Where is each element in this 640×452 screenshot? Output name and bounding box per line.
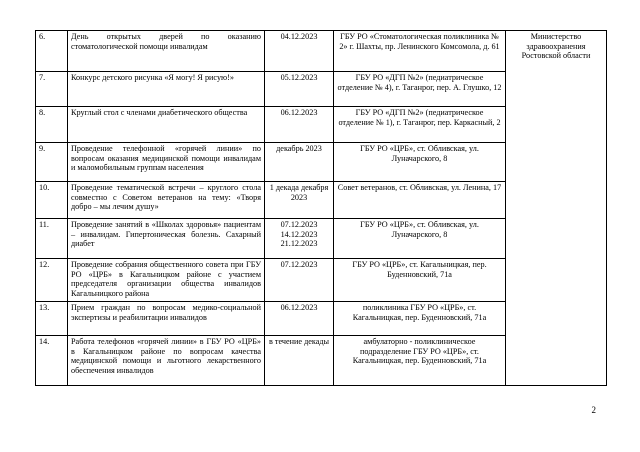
event-date: 05.12.2023 [265, 72, 334, 107]
table-row [36, 31, 607, 72]
event-place: ГБУ РО «ДГП №2» (педиатрическое отделение № 1), г. Таганрог, пер. Каркасный, 2 [334, 107, 506, 143]
organizer-cell: Министерство здравоохранения Ростовской области [506, 31, 607, 386]
event-date: 04.12.2023 [265, 31, 334, 72]
event-date: 06.12.2023 [265, 302, 334, 336]
event-description: Конкурс детского рисунка «Я могу! Я рисую!» [68, 72, 265, 107]
event-place: Совет ветеранов, ст. Обливская, ул. Ленина, 17 [334, 182, 506, 219]
event-place: ГБУ РО «ДГП №2» (педиатрическое отделение № 4), г. Таганрог, пер. А. Глушко, 12 [334, 72, 506, 107]
event-description: Круглый стол с членами диабетического общества [68, 107, 265, 143]
row-number: 9. [36, 143, 68, 182]
row-number: 7. [36, 72, 68, 107]
row-number: 13. [36, 302, 68, 336]
event-place: ГБУ РО «ЦРБ», ст. Кагальницкая, пер. Буденновский, 71а [334, 259, 506, 302]
row-number: 11. [36, 219, 68, 259]
event-date: 07.12.2023 [265, 259, 334, 302]
event-description: Работа телефонов «горячей линии» в ГБУ РО «ЦРБ» в Кагальницком районе по вопросам качества медицинской помощи и льготного лекарственного обеспечения инвалидов [68, 336, 265, 386]
row-number: 14. [36, 336, 68, 386]
event-place: поликлиника ГБУ РО «ЦРБ», ст. Кагальницкая, пер. Буденновский, 71а [334, 302, 506, 336]
event-description: Проведение телефонной «горячей линии» по вопросам оказания медицинской помощи инвалидам и маломобильным группам населения [68, 143, 265, 182]
row-number: 6. [36, 31, 68, 72]
row-number: 10. [36, 182, 68, 219]
event-description: День открытых дверей по оказанию стоматологической помощи инвалидам [68, 31, 265, 72]
event-date: в течение декады [265, 336, 334, 386]
event-place: амбулаторно - поликлиническое подразделение ГБУ РО «ЦРБ», ст. Кагальницкая, пер. Буденновский, 71а [334, 336, 506, 386]
event-place: ГБУ РО «Стоматологическая поликлиника № 2» г. Шахты, пр. Ленинского Комсомола, д. 61 [334, 31, 506, 72]
row-number: 12. [36, 259, 68, 302]
event-date: 07.12.2023 14.12.2023 21.12.2023 [265, 219, 334, 259]
event-date: 1 декада декабря 2023 [265, 182, 334, 219]
event-date: декабрь 2023 [265, 143, 334, 182]
page-number: 2 [591, 405, 596, 415]
row-number: 8. [36, 107, 68, 143]
event-description: Проведение тематической встречи – круглого стола совместно с Советом ветеранов на тему: «Творя добро – мы лечим душу» [68, 182, 265, 219]
event-date: 06.12.2023 [265, 107, 334, 143]
event-place: ГБУ РО «ЦРБ», ст. Обливская, ул. Луначарского, 8 [334, 143, 506, 182]
event-place: ГБУ РО «ЦРБ», ст. Обливская, ул. Луначарского, 8 [334, 219, 506, 259]
events-table [35, 30, 607, 386]
event-description: Проведение занятий в «Школах здоровья» пациентам – инвалидам. Гипертоническая болезнь. Сахарный диабет [68, 219, 265, 259]
event-description: Проведение собрания общественного совета при ГБУ РО «ЦРБ» в Кагальницком районе с участием председателя организации общества инвалидов Кагальницкого района [68, 259, 265, 302]
event-description: Прием граждан по вопросам медико-социальной экспертизы и реабилитации инвалидов [68, 302, 265, 336]
